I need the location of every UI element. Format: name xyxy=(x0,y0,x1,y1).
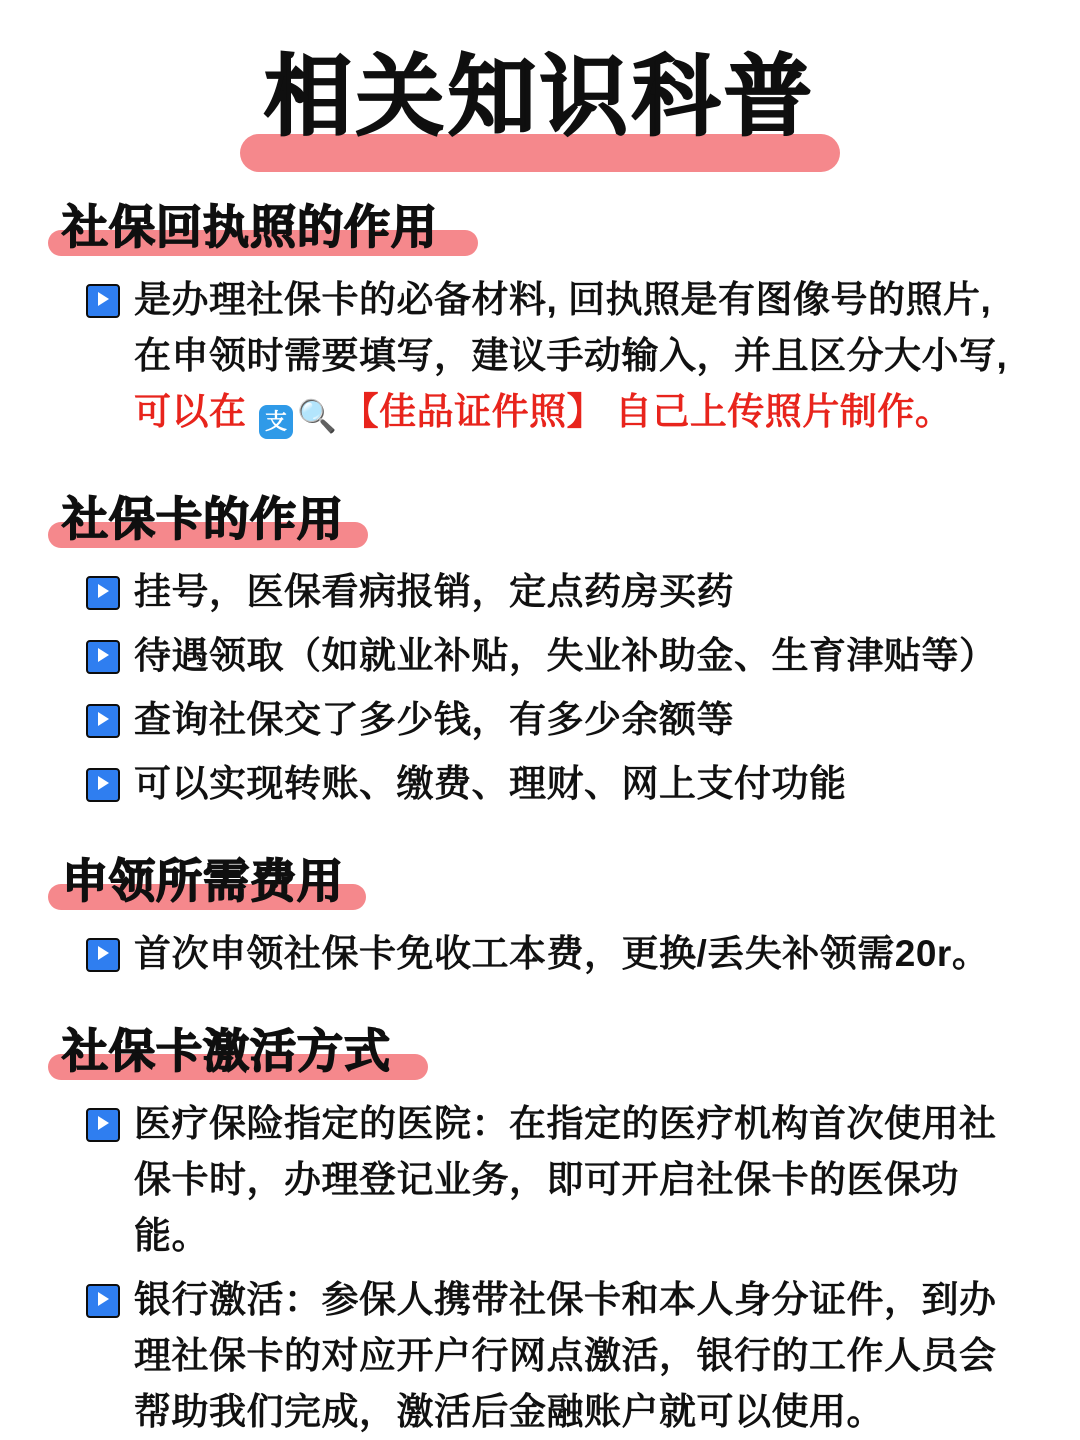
play-square-icon xyxy=(86,1284,120,1318)
list-item xyxy=(34,1096,1046,1264)
section-heading: 社保卡的作用 xyxy=(62,493,344,545)
list-item-text: 银行激活：参保人携带社保卡和本人身分证件，到办理社保卡的对应开户行网点激活，银行的工作人员会帮助我们完成，激活后金融账户就可以使用。 xyxy=(134,1279,997,1432)
list-item-text: 待遇领取（如就业补贴，失业补助金、生育津贴等） xyxy=(134,635,997,676)
section-activation-methods xyxy=(34,1022,1046,1440)
play-square-icon xyxy=(86,704,120,738)
section-card-purpose xyxy=(34,490,1046,812)
section-heading-block xyxy=(62,1022,391,1084)
section-heading-block xyxy=(62,490,344,552)
section-heading: 社保卡激活方式 xyxy=(62,1025,391,1077)
play-square-icon xyxy=(86,768,120,802)
play-square-icon xyxy=(86,576,120,610)
list-item xyxy=(34,272,1046,444)
play-square-icon xyxy=(86,640,120,674)
list-item xyxy=(34,1272,1046,1440)
section-heading: 申领所需费用 xyxy=(62,855,344,907)
page-title-block xyxy=(34,42,1046,172)
text-highlight-2: 【佳品证件照】 自己上传照片制作。 xyxy=(341,391,953,432)
list-item xyxy=(34,692,1046,748)
search-icon: 🔍 xyxy=(297,398,338,434)
bullet-list xyxy=(34,564,1046,812)
list-item-text: 挂号，医保看病报销，定点药房买药 xyxy=(134,571,734,612)
section-receipt-photo-purpose xyxy=(34,198,1046,444)
list-item xyxy=(34,628,1046,684)
alipay-icon: 支 xyxy=(259,405,293,439)
play-square-icon xyxy=(86,1108,120,1142)
page-title: 相关知识科普 xyxy=(263,47,816,146)
list-item-text: 首次申领社保卡免收工本费，更换/丢失补领需20r。 xyxy=(134,933,990,974)
bullet-list xyxy=(34,1096,1046,1440)
list-item-text: 查询社保交了多少钱，有多少余额等 xyxy=(134,699,734,740)
section-heading-block xyxy=(62,852,344,914)
play-square-icon xyxy=(86,284,120,318)
bullet-list xyxy=(34,926,1046,982)
list-item xyxy=(34,926,1046,982)
list-item xyxy=(34,564,1046,620)
section-heading-block xyxy=(62,198,438,260)
bullet-list xyxy=(34,272,1046,444)
text-plain: 是办理社保卡的必备材料, 回执照是有图像号的照片, 在申领时需要填写，建议手动输入，并且区分大小写, xyxy=(134,279,1008,376)
section-heading: 社保回执照的作用 xyxy=(62,201,438,253)
list-item xyxy=(34,756,1046,812)
section-application-fee xyxy=(34,852,1046,982)
play-square-icon xyxy=(86,938,120,972)
list-item-text: 可以实现转账、缴费、理财、网上支付功能 xyxy=(134,763,847,804)
list-item-text: 医疗保险指定的医院：在指定的医疗机构首次使用社保卡时，办理登记业务，即可开启社保卡的医保功能。 xyxy=(134,1103,997,1256)
list-item-text xyxy=(134,272,1028,444)
text-highlight: 可以在 xyxy=(134,391,258,432)
